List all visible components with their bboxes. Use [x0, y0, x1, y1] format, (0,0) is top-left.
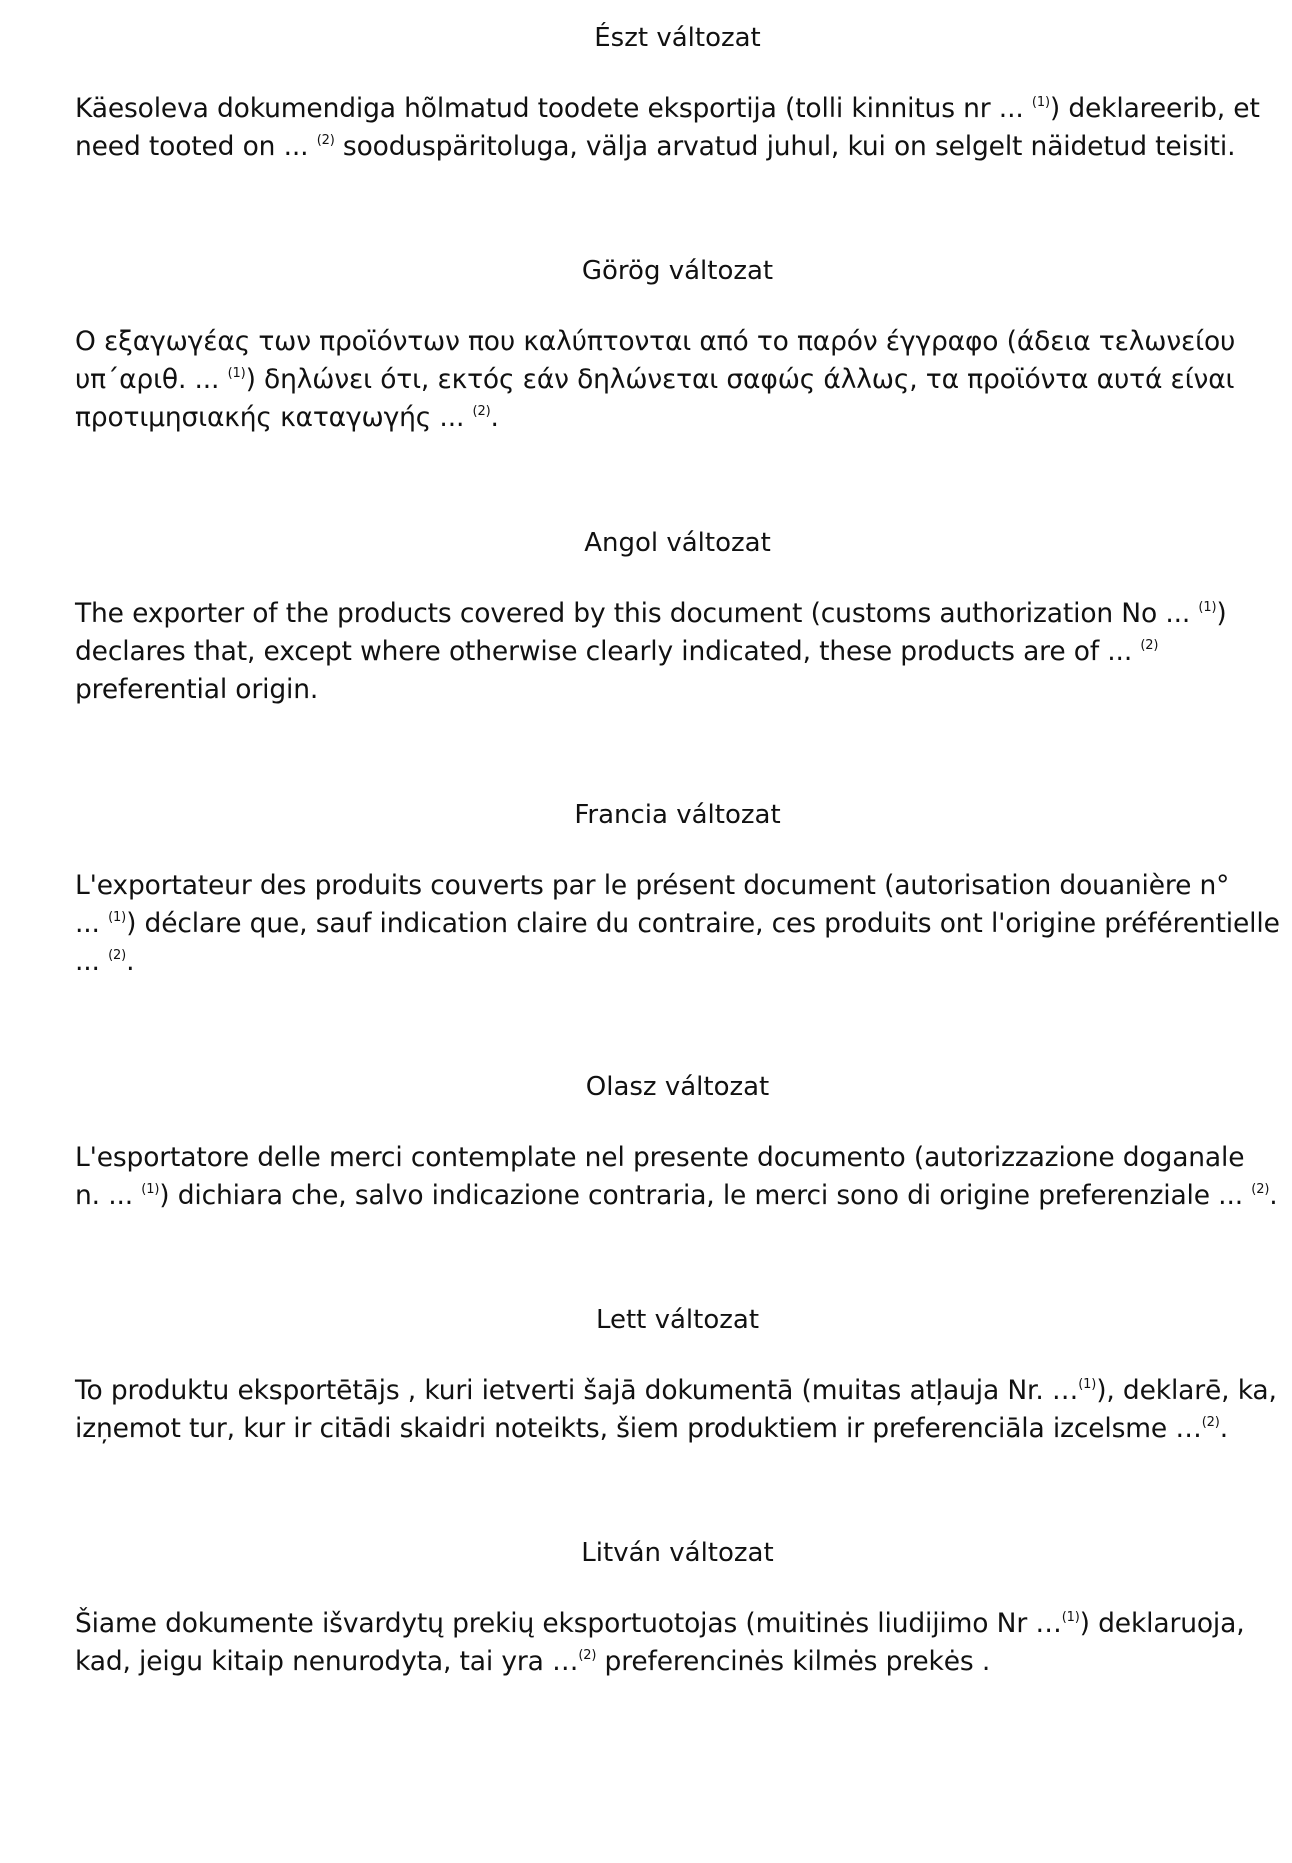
section-body: [75, 90, 1280, 166]
body-line: [75, 323, 1280, 361]
text-run: ...: [75, 946, 109, 977]
section-title: Észt változat: [594, 23, 761, 53]
section-title: Angol változat: [584, 528, 771, 558]
section-body: [75, 1372, 1280, 1448]
footnote-marker: (1): [141, 1182, 160, 1197]
body-line: [75, 595, 1280, 633]
text-run: preferential origin.: [75, 674, 319, 705]
section-title: Görög változat: [581, 256, 774, 286]
section-body: [75, 323, 1280, 437]
body-line: [75, 399, 1280, 437]
body-line: [75, 671, 1280, 709]
text-run: ): [1216, 598, 1227, 629]
footnote-marker: (1): [1061, 1610, 1080, 1625]
footnote-marker: (1): [1078, 1377, 1097, 1392]
section-body: [75, 1139, 1280, 1215]
text-run: Ο εξαγωγέας των προϊόντων που καλύπτονται από το παρόν έγγραφο (άδεια τελωνείου: [75, 326, 1236, 357]
section-title: Olasz változat: [585, 1072, 770, 1102]
body-line: [75, 867, 1280, 905]
text-run: ), deklarē, ka,: [1096, 1375, 1277, 1406]
text-run: Käesoleva dokumendiga hõlmatud toodete eksportija (tolli kinnitus nr ...: [75, 93, 1032, 124]
section-title: Litván változat: [581, 1538, 774, 1568]
text-run: .: [1269, 1180, 1278, 1211]
text-run: υπ΄αριθ. ...: [75, 364, 228, 395]
text-run: need tooted on ...: [75, 131, 317, 162]
body-line: [75, 128, 1280, 166]
section-body: [75, 1605, 1280, 1681]
body-line: [75, 1372, 1280, 1410]
text-run: .: [1219, 1413, 1228, 1444]
body-line: [75, 1643, 1280, 1681]
text-run: ) deklaruoja,: [1079, 1608, 1245, 1639]
body-line: [75, 943, 1280, 981]
text-run: ) déclare que, sauf indication claire du contraire, ces produits ont l'origine préférentielle: [126, 908, 1280, 939]
text-run: L'esportatore delle merci contemplate nel presente documento (autorizzazione doganale: [75, 1142, 1245, 1173]
text-run: .: [490, 402, 499, 433]
text-run: The exporter of the products covered by this document (customs authorization No ...: [75, 598, 1199, 629]
text-run: L'exportateur des produits couverts par le présent document (autorisation douanière n°: [75, 870, 1230, 901]
section-estonian: [75, 19, 1280, 166]
section-latvian: [75, 1301, 1280, 1448]
footnote-marker: (1): [1031, 95, 1050, 110]
footnote-marker: (2): [1251, 1182, 1270, 1197]
text-run: Šiame dokumente išvardytų prekių eksportuotojas (muitinės liudijimo Nr …: [75, 1608, 1062, 1639]
text-run: προτιμησιακής καταγωγής ...: [75, 402, 473, 433]
text-run: preferencinės kilmės prekės .: [596, 1646, 991, 1677]
footnote-marker: (2): [1201, 1415, 1220, 1430]
body-line: [75, 361, 1280, 399]
footnote-marker: (2): [316, 133, 335, 148]
section-body: [75, 595, 1280, 709]
body-line: [75, 905, 1280, 943]
text-run: n. ...: [75, 1180, 142, 1211]
text-run: ...: [75, 908, 109, 939]
section-title: Lett változat: [595, 1305, 760, 1335]
text-run: ) δηλώνει ότι, εκτός εάν δηλώνεται σαφώς άλλως, τα προϊόντα αυτά είναι: [245, 364, 1235, 395]
footnote-marker: (2): [472, 404, 491, 419]
section-lithuanian: [75, 1534, 1280, 1681]
text-run: declares that, except where otherwise clearly indicated, these products are of ...: [75, 636, 1141, 667]
body-line: [75, 1177, 1280, 1215]
body-line: [75, 1139, 1280, 1177]
text-run: To produktu eksportētājs , kuri ietverti šajā dokumentā (muitas atļauja Nr. …: [75, 1375, 1079, 1406]
text-run: kad, jeigu kitaip nenurodyta, tai yra …: [75, 1646, 579, 1677]
section-english: [75, 524, 1280, 709]
text-run: izņemot tur, kur ir citādi skaidri noteikts, šiem produktiem ir preferenciāla izcelsme …: [75, 1413, 1202, 1444]
footnote-marker: (2): [578, 1648, 597, 1663]
section-body: [75, 867, 1280, 981]
body-line: [75, 1605, 1280, 1643]
footnote-marker: (2): [108, 948, 127, 963]
text-run: ) deklareerib, et: [1049, 93, 1260, 124]
section-french: [75, 796, 1280, 981]
body-line: [75, 1410, 1280, 1448]
text-run: .: [126, 946, 135, 977]
footnote-marker: (1): [1198, 600, 1217, 615]
section-title: Francia változat: [574, 800, 781, 830]
body-line: [75, 633, 1280, 671]
footnote-marker: (1): [227, 366, 246, 381]
text-run: sooduspäritoluga, välja arvatud juhul, kui on selgelt näidetud teisiti.: [334, 131, 1236, 162]
text-run: ) dichiara che, salvo indicazione contraria, le merci sono di origine preferenziale ...: [159, 1180, 1252, 1211]
section-greek: [75, 252, 1280, 437]
body-line: [75, 90, 1280, 128]
section-italian: [75, 1068, 1280, 1215]
footnote-marker: (2): [1140, 638, 1159, 653]
footnote-marker: (1): [108, 910, 127, 925]
